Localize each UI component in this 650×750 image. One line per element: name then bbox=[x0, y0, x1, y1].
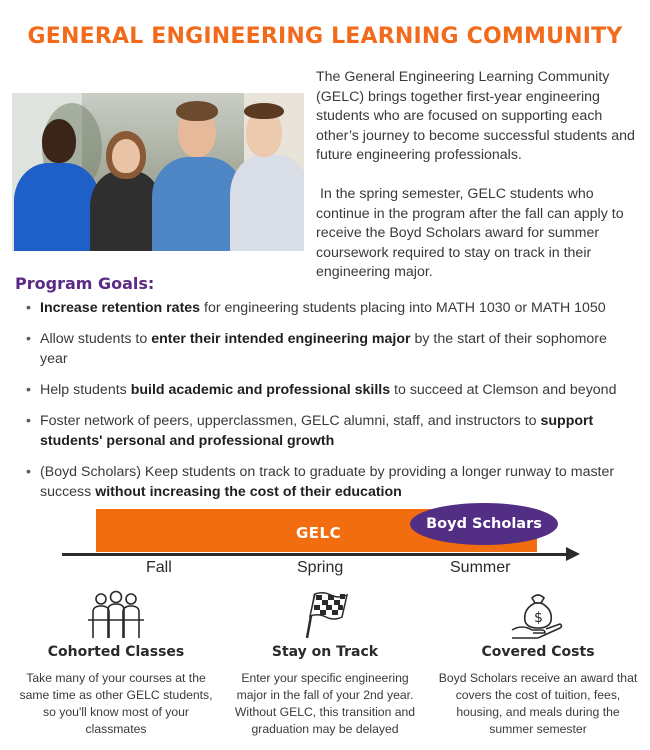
goals-list bbox=[22, 298, 632, 513]
feature-description: Boyd Scholars receive an award that covers the cost of tuition, fees, housing, and meals during the summer semester bbox=[438, 671, 638, 736]
group-photo bbox=[12, 93, 304, 251]
goal-item: • (Boyd Scholars) Keep students on track to graduate by providing a longer runway to master success without increasing the cost of their education bbox=[26, 464, 615, 500]
feature-stay-on-track bbox=[225, 588, 425, 738]
arrow-right-icon bbox=[566, 547, 580, 561]
intro-paragraph-1: The General Engineering Learning Community (GELC) brings together first-year engineering students who are focused on supporting each other’s journey to become successful students and future engineering professionals. bbox=[316, 69, 635, 164]
season-label-summer: Summer bbox=[450, 559, 511, 576]
feature-description: Take many of your courses at the same time as other GELC students, so you'll know most of your classmates bbox=[19, 671, 213, 736]
bullet-icon: • bbox=[26, 300, 31, 316]
feature-title: Cohorted Classes bbox=[47, 644, 185, 660]
page-title: GENERAL ENGINEERING LEARNING COMMUNITY bbox=[27, 24, 623, 49]
intro-paragraph-2: In the spring semester, GELC students who continue in the program after the fall can apply to receive the Boyd Scholars award for summer coursework required to stay on track in their engineering major. bbox=[316, 185, 628, 281]
goal-item: • Help students build academic and professional skills to succeed at Clemson and beyond bbox=[26, 382, 617, 398]
group-people-icon bbox=[16, 588, 216, 640]
feature-description: Enter your specific engineering major in the fall of your 2nd year. Without GELC, this transition and graduation may be delayed bbox=[234, 671, 416, 736]
feature-title: Stay on Track bbox=[271, 644, 379, 660]
bullet-icon: • bbox=[26, 413, 31, 429]
feature-covered-costs bbox=[438, 588, 638, 738]
timeline-axis bbox=[62, 553, 569, 556]
goals-heading: Program Goals: bbox=[15, 274, 155, 293]
bullet-icon: • bbox=[26, 331, 31, 347]
money-bag-hand-icon bbox=[438, 588, 638, 640]
season-label-spring: Spring bbox=[297, 559, 344, 576]
goal-item: • Foster network of peers, upperclassmen, GELC alumni, staff, and instructors to support students' personal and professional growth bbox=[26, 413, 594, 449]
gelc-bar-label: GELC bbox=[296, 524, 342, 542]
feature-cohorted-classes bbox=[16, 588, 216, 738]
feature-title: Covered Costs bbox=[481, 644, 595, 660]
svg-text:$: $ bbox=[534, 610, 543, 626]
bullet-icon: • bbox=[26, 382, 31, 398]
bullet-icon: • bbox=[26, 464, 31, 480]
intro-text bbox=[316, 68, 636, 283]
goal-item: • Allow students to enter their intended engineering major by the start of their sophomore year bbox=[26, 331, 607, 367]
checkered-flag-icon bbox=[225, 588, 425, 640]
goal-item: • Increase retention rates for engineering students placing into MATH 1030 or MATH 1050 bbox=[26, 300, 606, 316]
boyd-scholars-badge: Boyd Scholars bbox=[410, 503, 558, 545]
season-label-fall: Fall bbox=[146, 559, 172, 576]
